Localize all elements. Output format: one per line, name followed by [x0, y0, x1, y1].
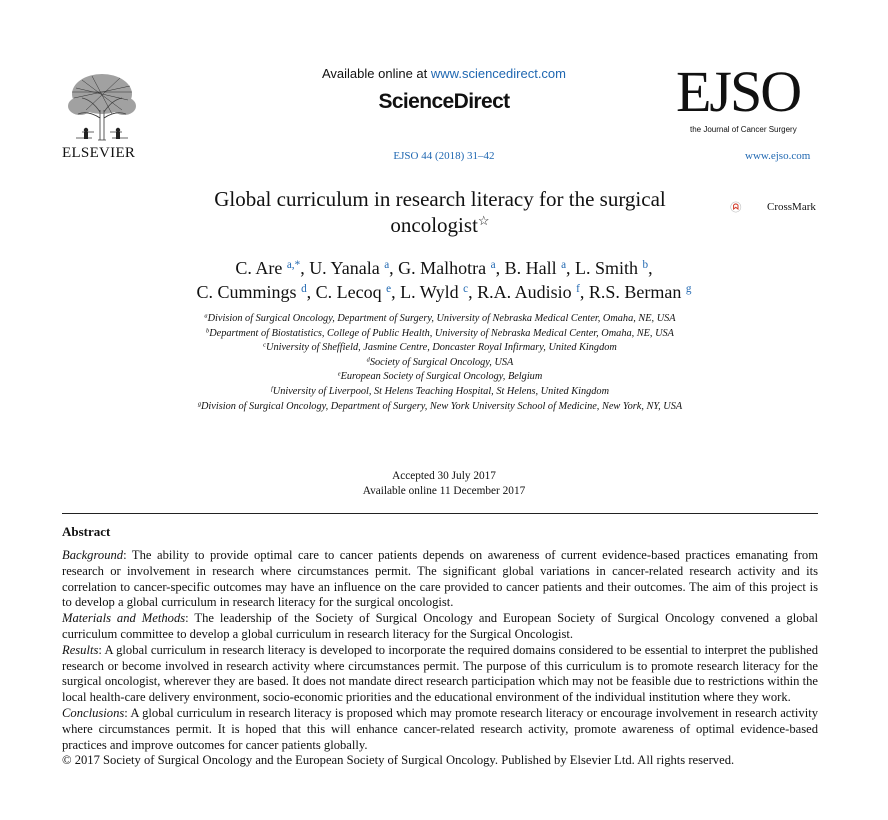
author-separator: ,: [566, 258, 576, 278]
author-affiliation-mark[interactable]: c: [463, 282, 469, 295]
abstract-section-text: : A global curriculum in research literacy is developed to incorporate the required domains considered to be essential to interpret the published research or become involved in research activity where circumstances permit. The purpose of this curriculum is to promote research literacy for the surgical oncologist, wherever they are based. It does not mandate direct research participation which may not be feasible due to restrictions within the local health-care delivery environment, socio-economic priorities and the educational environment of the individual institution where they work.: [62, 642, 818, 705]
affiliation-text: University of Sheffield, Jasmine Centre, Doncaster Royal Infirmary, United Kingdom: [266, 342, 617, 354]
author-affiliation-mark[interactable]: g: [685, 282, 692, 295]
journal-url-link[interactable]: www.ejso.com: [745, 150, 811, 162]
author-affiliation-mark[interactable]: f: [576, 282, 580, 295]
accepted-date: Accepted 30 July 2017: [392, 470, 496, 482]
abstract-section-label: Conclusions: [62, 705, 125, 720]
publisher-wordmark: ELSEVIER: [62, 145, 136, 161]
sciencedirect-wordmark: ScienceDirect: [378, 90, 510, 113]
author-name[interactable]: B. Hall: [504, 258, 557, 278]
abstract-section: [62, 706, 818, 753]
abstract-section-text: : A global curriculum in research literacy is proposed which may promote research literacy or encourage involvement in research activity where circumstances permit. It is hoped that this will enhance cancer-related research activity, promote awareness of optimal evidence-based practices and improve outcomes for cancer patients globally.: [62, 705, 818, 752]
author-line: [100, 280, 788, 304]
affiliation-key: f: [270, 385, 273, 393]
abstract-body: [62, 548, 818, 769]
author-affiliation-mark[interactable]: a: [561, 258, 567, 271]
author: [235, 258, 309, 278]
affiliation: [150, 327, 730, 342]
sciencedirect-link[interactable]: www.sciencedirect.com: [430, 66, 566, 81]
author-separator: ,: [495, 258, 505, 278]
affiliation-key: d: [366, 356, 370, 364]
title-footnote-star-icon[interactable]: ☆: [477, 212, 490, 228]
available-date: Available online 11 December 2017: [362, 485, 526, 497]
author-name[interactable]: C. Lecoq: [315, 282, 382, 302]
author: [197, 282, 316, 302]
author: [398, 258, 504, 278]
author: [309, 258, 398, 278]
affiliation-text: Society of Surgical Oncology, USA: [369, 356, 514, 368]
crossmark-icon[interactable]: [730, 190, 764, 224]
abstract-section: [62, 643, 818, 706]
abstract-section-text: : The ability to provide optimal care to cancer patients depends on awareness of current evidence-based practices emanating from research or involvement in research where circumstances permit. The significant global variations in cancer-related research activity and its correlation to cancer-specific outcomes may have an influence on the care provided to cancer patients and their outcomes. The aim of this project is to develop a global curriculum in research literacy for the surgical oncologist.: [62, 548, 818, 610]
affiliation: [150, 370, 730, 385]
affiliation-text: Division of Surgical Oncology, Department of Surgery, New York University School of Medicine, New York, NY, USA: [201, 400, 683, 412]
affiliation: [150, 312, 730, 327]
author: [316, 282, 400, 302]
author-separator: ,: [306, 282, 316, 302]
abstract-section-label: Results: [62, 642, 99, 657]
author-affiliation-mark[interactable]: d: [301, 282, 307, 295]
abstract-section: [62, 611, 818, 643]
author-separator: ,: [648, 258, 653, 278]
author: [400, 282, 477, 302]
article-dates: [0, 469, 888, 499]
journal-logo: EJSO: [676, 59, 801, 124]
affiliation: [150, 400, 730, 415]
abstract-section-label: Background: [62, 548, 124, 562]
affiliation-key: a: [204, 312, 208, 320]
author: [505, 258, 575, 278]
author: [575, 258, 653, 278]
copyright-notice: © 2017 Society of Surgical Oncology and the European Society of Surgical Oncology. Published by Elsevier Ltd. All rights reserved.: [62, 753, 735, 768]
affiliation-key: c: [263, 341, 267, 349]
author-affiliation-mark[interactable]: b: [642, 258, 649, 271]
abstract-heading: Abstract: [62, 524, 111, 539]
author-affiliation-mark[interactable]: e: [386, 282, 392, 295]
title-line-2-text: oncologist: [390, 213, 478, 237]
author: [589, 282, 692, 302]
affiliation-text: University of Liverpool, St Helens Teaching Hospital, St Helens, United Kingdom: [272, 385, 610, 397]
author-name[interactable]: L. Smith: [575, 258, 639, 278]
affiliation-text: Division of Surgical Oncology, Department of Surgery, University of Nebraska Medical Center, Omaha, NE, USA: [207, 313, 676, 324]
affiliation-text: Department of Biostatistics, College of Public Health, University of Nebraska Medical Center, Omaha, NE, USA: [209, 327, 674, 339]
crossmark-label[interactable]: CrossMark: [767, 201, 816, 213]
title-line-1: Global curriculum in research literacy for the surgical: [214, 187, 666, 211]
journal-tagline: the Journal of Cancer Surgery: [690, 125, 797, 134]
author-name[interactable]: L. Wyld: [400, 282, 459, 302]
author-separator: ,: [391, 282, 401, 302]
author-name[interactable]: R.S. Berman: [588, 282, 682, 302]
abstract-section-label: Materials and Methods: [62, 611, 186, 626]
abstract-divider: [62, 513, 818, 514]
affiliation: [150, 341, 730, 356]
author-separator: ,: [389, 258, 399, 278]
affiliation-list: [150, 312, 730, 414]
author-affiliation-mark[interactable]: a: [490, 258, 496, 271]
author-affiliation-mark[interactable]: a: [384, 258, 390, 271]
author-name[interactable]: C. Cummings: [196, 282, 297, 302]
author-name[interactable]: R.A. Audisio: [477, 282, 572, 302]
affiliation-text: European Society of Surgical Oncology, Belgium: [340, 371, 543, 383]
affiliation-key: e: [337, 370, 341, 378]
author-separator: ,: [579, 282, 589, 302]
author-separator: ,: [468, 282, 478, 302]
author-separator: ,: [300, 258, 310, 278]
author-name[interactable]: G. Malhotra: [398, 258, 487, 278]
available-online-prefix: Available online at: [321, 66, 431, 81]
author: [477, 282, 589, 302]
affiliation: [150, 385, 730, 400]
affiliation-key: b: [206, 327, 210, 335]
citation-link[interactable]: EJSO 44 (2018) 31–42: [393, 150, 495, 162]
author-list: [100, 256, 788, 304]
affiliation-key: g: [197, 400, 201, 408]
title-line-2: [150, 212, 730, 238]
author-name[interactable]: C. Are: [235, 258, 283, 278]
article-title: [150, 186, 730, 238]
author-line: [100, 256, 788, 280]
author-affiliation-mark[interactable]: a,*: [286, 258, 301, 271]
affiliation: [150, 356, 730, 371]
author-name[interactable]: U. Yanala: [309, 258, 380, 278]
abstract-section: [62, 548, 818, 611]
abstract-section-text: : The leadership of the Society of Surgical Oncology and European Society of Surgical Oncology convened a global curriculum committee to develop a global curriculum in research literacy for the Surgical Oncologist.: [62, 611, 818, 641]
